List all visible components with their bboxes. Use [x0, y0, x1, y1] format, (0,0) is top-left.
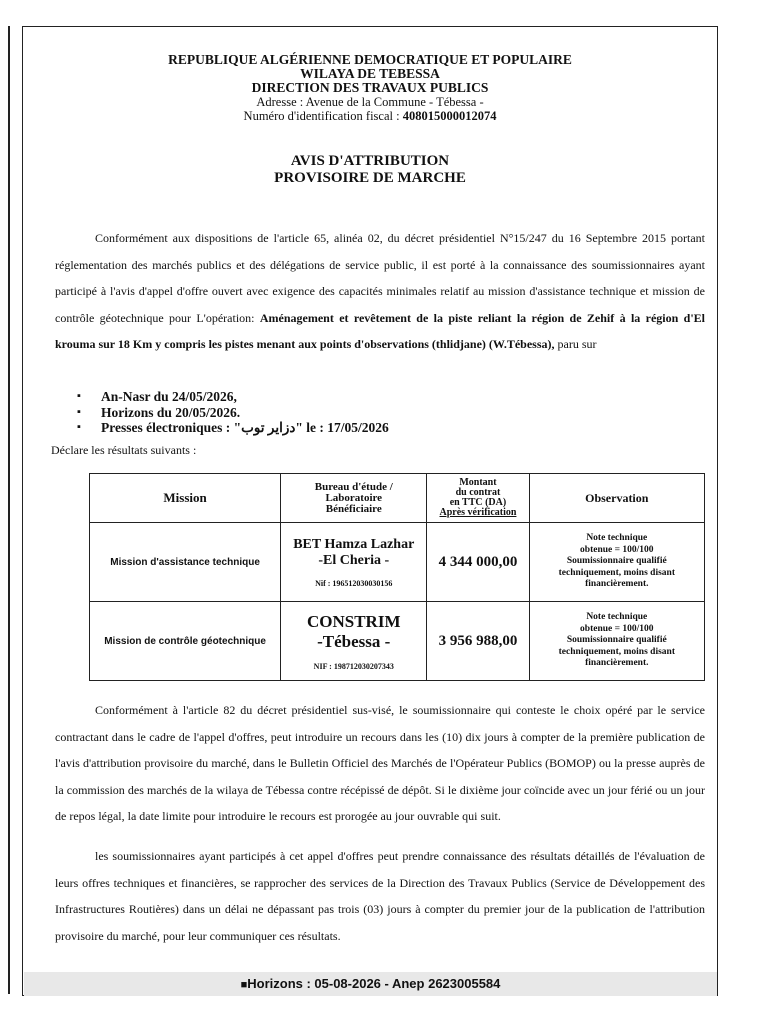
row-mission: Mission d'assistance technique: [90, 523, 281, 602]
notice-frame: [22, 26, 718, 996]
publication-item: ▪ Presses électroniques : "دزاير توب" le : 17/05/2026: [77, 420, 389, 436]
publication-item: ▪ An-Nasr du 24/05/2026,: [77, 389, 389, 405]
nif-line: [23, 109, 717, 123]
bureau-name-line: -Tébessa -: [317, 631, 391, 651]
observation-line: financièrement.: [585, 579, 649, 590]
observation-line: obtenue = 100/100: [580, 623, 654, 634]
publication-item: ▪ Horizons du 20/05/2026.: [77, 405, 389, 421]
observation-line: techniquement, moins disant: [558, 646, 675, 657]
footer-text: Horizons : 05-08-2026 - Anep 2623005584: [247, 976, 501, 991]
header-montant: [427, 474, 529, 523]
left-column-rule: [0, 26, 10, 994]
intro-text-b: paru sur: [554, 337, 597, 351]
invitation-text: les soumissionnaires ayant participés à cet appel d'offres peut prendre connaissance des résultats détaillés de l'évaluation de leurs offres techniques et financières, se rapprocher des services de la Direction des Travaux Publics (Service de Développement des Infrastructures Routières) dans un délai ne dépassant pas trois (03) jours à compter du premier jour de la publication de l'attribution provisoire du marché, pour leur communiquer ces résultats.: [55, 849, 705, 943]
observation-line: Note technique: [586, 533, 648, 544]
header-montant-line: Après vérification: [439, 507, 517, 518]
direction-line: DIRECTION DES TRAVAUX PUBLICS: [251, 80, 489, 95]
observation-line: obtenue = 100/100: [580, 544, 654, 555]
header-mission: Mission: [90, 474, 281, 523]
header-montant-line: du contrat: [455, 487, 501, 498]
header-bureau-line: Bureau d'étude /: [314, 480, 393, 493]
notice-title: [23, 153, 717, 187]
bureau-name-line: CONSTRIM: [306, 611, 401, 631]
nif-label: Numéro d'identification fiscal :: [243, 109, 403, 123]
declare-line: Déclare les résultats suivants :: [51, 443, 197, 457]
header-observation: Observation: [529, 474, 704, 523]
observation-line: Soumissionnaire qualifié: [566, 635, 667, 646]
address-line: Adresse : Avenue de la Commune - Tébessa -: [256, 95, 484, 109]
row-mission: Mission de contrôle géotechnique: [90, 602, 281, 681]
observation-line: financièrement.: [585, 658, 649, 669]
republic-line: REPUBLIQUE ALGÉRIENNE DEMOCRATIQUE ET POPULAIRE: [168, 52, 572, 67]
observation-line: Note technique: [586, 612, 648, 623]
issuer-header: [23, 53, 717, 123]
row-observation: [529, 523, 704, 602]
observation-line: techniquement, moins disant: [558, 567, 675, 578]
header-bureau-line: Bénéficiaire: [325, 502, 382, 515]
header-montant-line: Montant: [459, 477, 497, 488]
row-observation: [529, 602, 704, 681]
bureau-nif: NIF : 198712030207343: [313, 661, 394, 671]
row-amount: 3 956 988,00: [427, 602, 529, 681]
header-bureau-line: Laboratoire: [325, 491, 383, 504]
table-row: [90, 602, 705, 681]
row-bureau: [281, 602, 427, 681]
publication-list: [77, 389, 389, 436]
header-bureau: [281, 474, 427, 523]
wilaya-line: WILAYA DE TEBESSA: [300, 66, 440, 81]
header-montant-line: en TTC (DA): [449, 497, 507, 508]
operation-name: Aménagement et revêtement de la piste reliant la région de Zehif à la région d'El krouma sur 18 Km y compris les pistes menant aux points d'observations (thlidjane) (W.Tébessa),: [55, 310, 705, 351]
publication-footer: [24, 972, 717, 996]
intro-text-a: Conformément aux dispositions de l'article 65, alinéa 02, du décret présidentiel N°15/247 du 16 Septembre 2015 portant réglementation des marchés publics et des délégations de service public, il est porté à la connaissance des soumissionnaires ayant participé à l'avis d'appel d'offre ouvert avec exigence des capacités minimales relatif au mission d'assistance technique et mission de contrôle géotechnique pour L'opération:: [55, 231, 705, 325]
title-line-1: AVIS D'ATTRIBUTION: [290, 153, 450, 169]
bureau-name-line: -El Cheria -: [318, 552, 390, 568]
table-row: [90, 523, 705, 602]
footer-square-icon: ■: [240, 979, 248, 991]
title-line-2: PROVISOIRE DE MARCHE: [274, 170, 466, 186]
table-header-row: [90, 474, 705, 523]
observation-line: Soumissionnaire qualifié: [566, 556, 667, 567]
recours-paragraph: [55, 697, 705, 830]
recours-text: Conformément à l'article 82 du décret présidentiel sus-visé, le soumissionnaire qui conteste le choix opéré par le service contractant dans le cadre de l'appel d'offres, peut introduire un recours dans les (10) dix jours à compter de la première publication de l'avis d'attribution provisoire du marché, dans le Bulletin Officiel des Marchés de l'Opérateur Publics (BOMOP) ou la presse auprès de la commission des marchés de la wilaya de Tébessa contre récépissé de dépôt. Si le dixième jour coïncide avec un jour férié ou un jour de repos légal, la date limite pour introduire le recours est prorogée au jour ouvrable qui suit.: [55, 703, 705, 823]
invitation-paragraph: [55, 843, 705, 949]
row-amount: 4 344 000,00: [427, 523, 529, 602]
results-table: [89, 473, 705, 681]
intro-paragraph: [55, 225, 705, 358]
bureau-name-line: BET Hamza Lazhar: [293, 536, 415, 552]
row-bureau: [281, 523, 427, 602]
nif-value: 408015000012074: [402, 109, 497, 123]
bureau-nif: Nif : 196512030030156: [315, 578, 393, 588]
